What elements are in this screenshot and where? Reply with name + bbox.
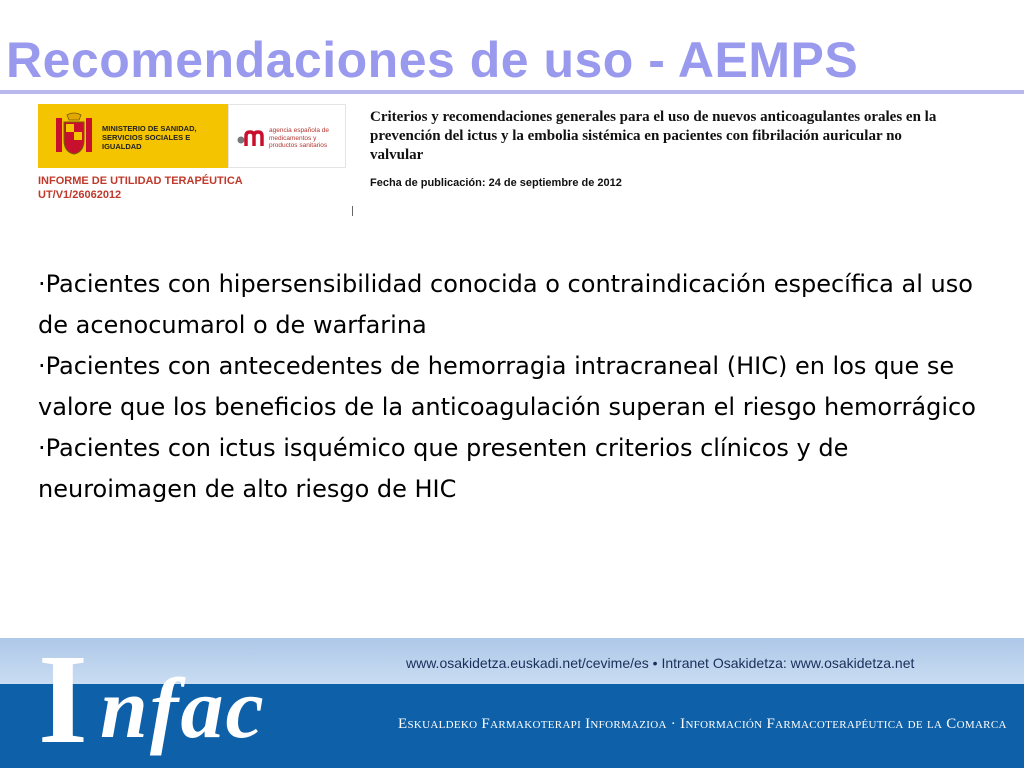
list-item: ·Pacientes con antecedentes de hemorragia intracraneal (HIC) en los que se valore que los beneficios de la anticoagulación superan el riesgo hemorrágico: [38, 352, 976, 421]
aemps-logo-icon: [237, 129, 265, 147]
logo-initial: I: [38, 628, 88, 768]
text-cursor: [352, 206, 353, 216]
footer-links: www.osakidetza.euskadi.net/cevime/es • Intranet Osakidetza: www.osakidetza.net: [406, 655, 915, 671]
report-type-label: INFORME DE UTILIDAD TERAPÉUTICA: [38, 175, 243, 187]
slide-title: Recomendaciones de uso - AEMPS: [6, 32, 859, 88]
infac-logo: [38, 628, 338, 768]
agency-name: agencia española de medicamentos y productos sanitarios: [269, 127, 329, 149]
list-item: ·Pacientes con hipersensibilidad conocida o contraindicación específica al uso de acenocumarol o de warfarina: [38, 270, 973, 339]
bullet-list: [38, 264, 978, 510]
logo-wordmark: nfac: [100, 660, 266, 756]
list-item: ·Pacientes con ictus isquémico que presenten criterios clínicos y de neuroimagen de alto riesgo de HIC: [38, 434, 849, 503]
title-divider: [0, 90, 1024, 94]
agency-box: [228, 104, 346, 168]
report-code: UT/V1/26062012: [38, 189, 122, 201]
ministry-name: MINISTERIO DE SANIDAD, SERVICIOS SOCIALES E IGUALDAD: [102, 124, 197, 151]
report-header: [36, 104, 956, 214]
coat-of-arms-icon: [52, 112, 96, 160]
ministry-banner: [38, 104, 228, 168]
footer-tagline: Eskualdeko Farmakoterapi Informazioa · Información Farmacoterapéutica de la Comarca: [398, 716, 1007, 732]
publication-date: Fecha de publicación: 24 de septiembre de 2012: [370, 177, 622, 189]
report-title: Criterios y recomendaciones generales para el uso de nuevos anticoagulantes orales en la prevención del ictus y la embolia sistémica en pacientes con fibrilación auricular no valvular: [370, 109, 937, 163]
